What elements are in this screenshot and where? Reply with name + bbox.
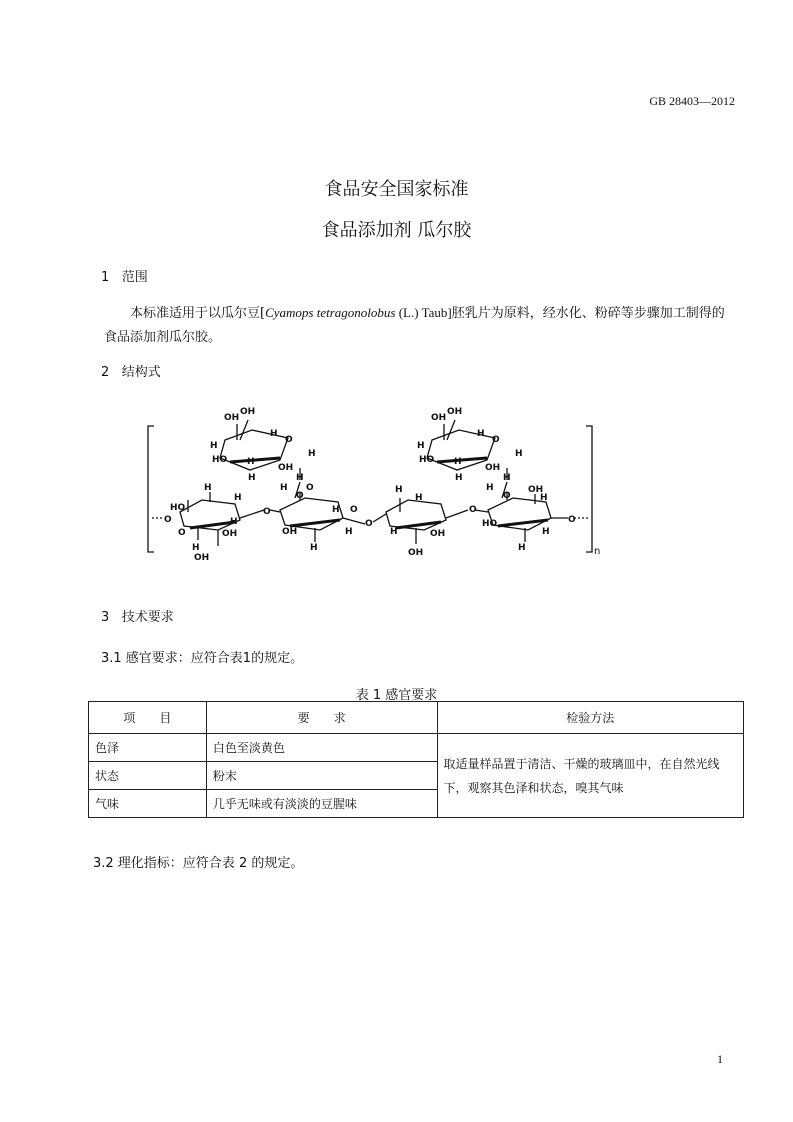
section-3-title: 技术要求 xyxy=(121,610,174,625)
svg-text:OH: OH xyxy=(278,463,294,473)
svg-text:H: H xyxy=(310,543,318,553)
svg-text:O: O xyxy=(296,491,304,501)
svg-text:H: H xyxy=(192,543,200,553)
svg-text:H: H xyxy=(542,527,550,537)
header-item: 项 目 xyxy=(89,702,207,734)
svg-text:H: H xyxy=(415,493,423,503)
svg-text:HO: HO xyxy=(212,455,228,465)
svg-text:O: O xyxy=(568,515,576,525)
svg-text:H: H xyxy=(540,493,548,503)
svg-text:OH: OH xyxy=(224,413,240,423)
svg-text:O: O xyxy=(178,528,186,538)
header-requirement: 要 求 xyxy=(206,702,437,734)
document-title: 食品安全国家标准 xyxy=(324,179,469,200)
svg-text:OH: OH xyxy=(485,463,501,473)
scope-latin-name: Cyamops tetragonolobus xyxy=(265,305,396,320)
item-cell: 气味 xyxy=(89,790,207,818)
svg-text:H: H xyxy=(204,483,212,493)
svg-text:H: H xyxy=(486,483,494,493)
svg-text:H: H xyxy=(390,527,398,537)
svg-text:HO: HO xyxy=(419,455,435,465)
requirement-cell: 白色至淡黄色 xyxy=(206,734,437,762)
table-header-row xyxy=(89,702,744,734)
svg-text:H: H xyxy=(332,505,340,515)
svg-text:O: O xyxy=(350,505,358,515)
section-3-1-heading: 3.1 感官要求：应符合表1的规定。 xyxy=(101,651,304,666)
section-2-number: 2 xyxy=(101,365,110,380)
svg-text:H: H xyxy=(345,527,353,537)
svg-text:O: O xyxy=(306,483,314,493)
standard-number: GB 28403—2012 xyxy=(649,94,735,108)
svg-text:H: H xyxy=(308,449,316,459)
section-3-number: 3 xyxy=(101,610,110,625)
svg-text:OH: OH xyxy=(447,407,463,417)
svg-text:O: O xyxy=(492,435,500,445)
scope-latin-author: (L.) Taub] xyxy=(395,305,452,320)
svg-text:O: O xyxy=(469,505,477,515)
svg-text:H: H xyxy=(417,441,425,451)
svg-text:O: O xyxy=(164,515,172,525)
section-1-title: 范围 xyxy=(121,270,148,285)
sensory-requirements-table xyxy=(88,701,744,818)
svg-text:H: H xyxy=(454,457,462,467)
svg-text:H: H xyxy=(247,457,255,467)
svg-text:OH: OH xyxy=(431,413,447,423)
document-subtitle: 食品添加剂 瓜尔胶 xyxy=(321,220,472,241)
repeat-subscript: n xyxy=(594,546,601,557)
section-2-heading xyxy=(101,361,161,380)
svg-text:OH: OH xyxy=(528,485,544,495)
svg-text:H: H xyxy=(518,543,526,553)
svg-text:H: H xyxy=(210,441,218,451)
scope-text-1: 本标准适用于以瓜尔豆[ xyxy=(130,306,266,321)
svg-text:H: H xyxy=(230,517,238,527)
svg-text:H: H xyxy=(280,483,288,493)
item-cell: 色泽 xyxy=(89,734,207,762)
svg-text:OH: OH xyxy=(430,529,446,539)
svg-text:OH: OH xyxy=(282,527,298,537)
scope-text-2: 胚乳片为原料，经水化、粉碎等步骤加工制得的食品添加剂瓜尔胶。 xyxy=(104,306,725,345)
svg-text:H: H xyxy=(503,473,511,483)
svg-text:O: O xyxy=(285,435,293,445)
page-number: 1 xyxy=(717,1052,723,1066)
svg-text:H: H xyxy=(395,485,403,495)
section-2-title: 结构式 xyxy=(121,365,161,380)
section-1-heading xyxy=(101,266,148,285)
svg-text:O: O xyxy=(365,519,373,529)
section-3-heading xyxy=(101,606,174,625)
requirement-cell: 粉末 xyxy=(206,762,437,790)
guar-gum-structure-diagram xyxy=(140,400,610,565)
svg-text:H: H xyxy=(455,473,463,483)
svg-text:OH: OH xyxy=(222,529,238,539)
item-cell: 状态 xyxy=(89,762,207,790)
scope-paragraph xyxy=(104,301,729,350)
requirement-cell: 几乎无味或有淡淡的豆腥味 xyxy=(206,790,437,818)
svg-text:HO: HO xyxy=(170,503,186,513)
svg-text:H: H xyxy=(248,473,256,483)
svg-text:H: H xyxy=(270,429,278,439)
svg-text:HO: HO xyxy=(482,519,498,529)
test-method-cell: 取适量样品置于清洁、干燥的玻璃皿中，在自然光线下，观察其色泽和状态，嗅其气味 xyxy=(437,734,744,818)
svg-text:OH: OH xyxy=(240,407,256,417)
svg-text:OH: OH xyxy=(408,548,424,558)
section-1-number: 1 xyxy=(101,270,110,285)
table-1-caption: 表 1 感官要求 xyxy=(355,688,438,703)
header-test-method: 检验方法 xyxy=(437,702,744,734)
svg-text:H: H xyxy=(477,429,485,439)
svg-text:H: H xyxy=(515,449,523,459)
svg-text:OH: OH xyxy=(194,553,210,563)
svg-text:H: H xyxy=(296,473,304,483)
section-3-2-heading: 3.2 理化指标：应符合表 2 的规定。 xyxy=(93,856,304,871)
svg-text:O: O xyxy=(503,491,511,501)
table-row xyxy=(89,734,744,762)
svg-text:O: O xyxy=(263,507,271,517)
svg-text:H: H xyxy=(234,493,242,503)
